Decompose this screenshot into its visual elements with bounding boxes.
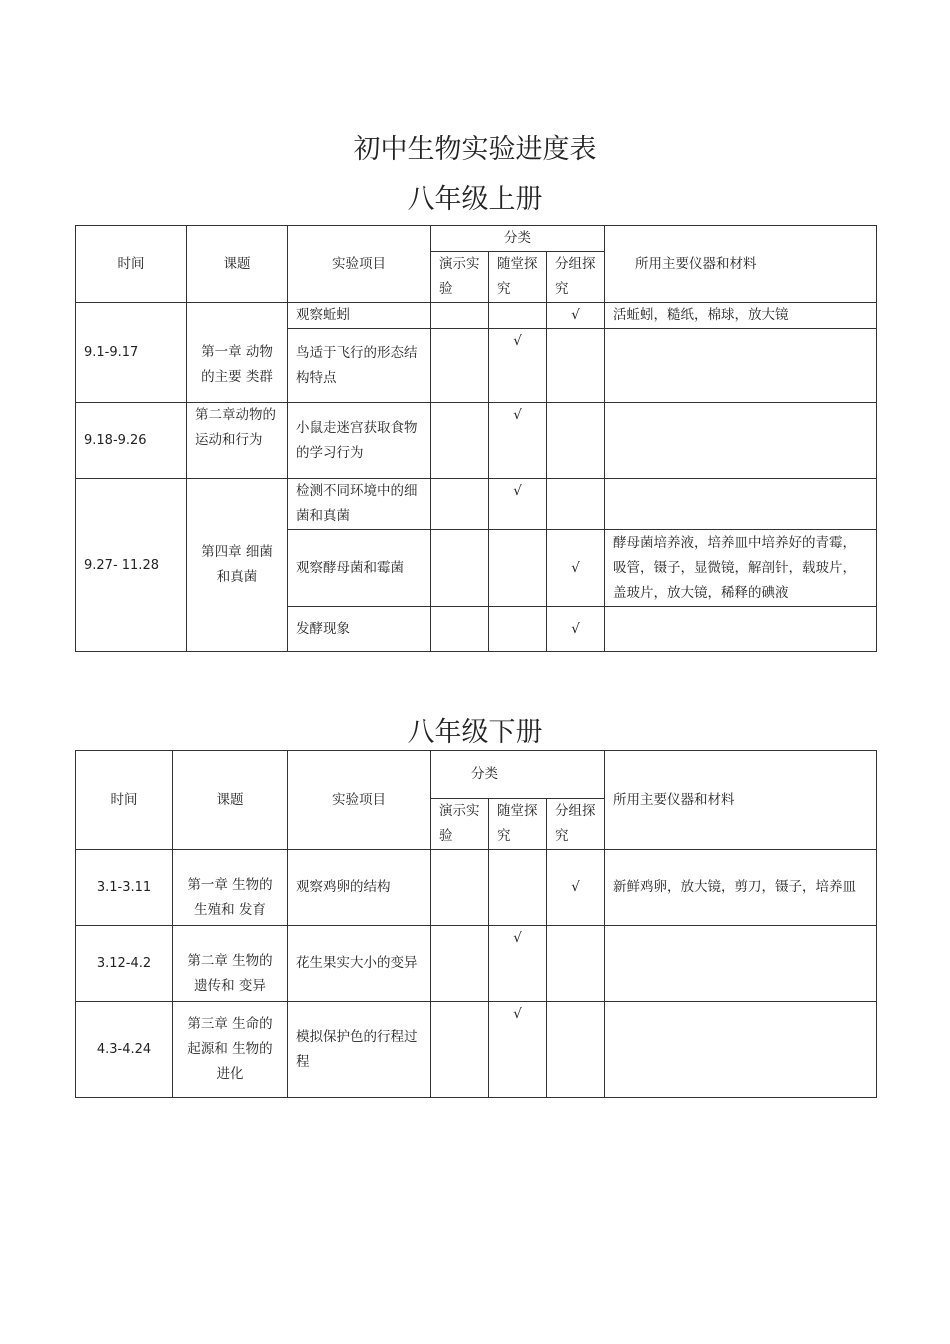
row-demo — [431, 303, 489, 329]
row-demo — [431, 1002, 489, 1098]
header-materials: 所用主要仪器和材料 — [605, 226, 877, 303]
row-group — [547, 479, 605, 530]
row-materials — [605, 479, 877, 530]
row-materials: 酵母菌培养液，培养皿中培养好的青霉， 吸管，镊子，显微镜，解剖针，载玻片， 盖玻片，放大镜，稀释的碘液 — [605, 530, 877, 607]
table-row — [76, 850, 877, 926]
row-topic: 第三章 生命的起源和 生物的进化 — [173, 1002, 288, 1098]
row-demo — [431, 403, 489, 479]
row-project: 花生果实大小的变异 — [288, 926, 431, 1002]
row-class: √ — [489, 1002, 547, 1098]
row-materials — [605, 403, 877, 479]
row-group — [547, 403, 605, 479]
row-group — [547, 926, 605, 1002]
row-time: 9.27- 11.28 — [76, 479, 187, 652]
table-row — [76, 926, 877, 1002]
row-materials — [605, 926, 877, 1002]
row-class: √ — [489, 479, 547, 530]
header-demo: 演示实验 — [431, 799, 489, 850]
section1-heading: 八年级上册 — [407, 184, 543, 215]
row-group — [547, 1002, 605, 1098]
row-demo — [431, 850, 489, 926]
header-category: 分类 — [431, 226, 605, 252]
row-group: √ — [547, 530, 605, 607]
row-project: 模拟保护色的行程过程 — [288, 1002, 431, 1098]
row-topic-text: 第二章 生物的遗传和 变异 — [187, 952, 273, 994]
table-row — [76, 1002, 877, 1098]
grade8-upper-table — [75, 225, 877, 652]
grade8-lower-table — [75, 750, 877, 1098]
row-class: √ — [489, 926, 547, 1002]
row-materials — [605, 1002, 877, 1098]
row-group: √ — [547, 607, 605, 652]
header-category: 分类 — [431, 751, 605, 799]
document-title: 初中生物实验进度表 — [353, 134, 597, 165]
table-row — [76, 479, 877, 530]
header-class: 随堂探究 — [489, 252, 547, 303]
header-demo: 演示实验 — [431, 252, 489, 303]
row-class — [489, 303, 547, 329]
row-time: 3.1-3.11 — [76, 850, 173, 926]
row-demo — [431, 530, 489, 607]
row-demo — [431, 926, 489, 1002]
row-time: 4.3-4.24 — [76, 1002, 173, 1098]
header-class: 随堂探究 — [489, 799, 547, 850]
row-topic-text: 第一章 生物的生殖和 发育 — [187, 876, 273, 918]
row-topic — [173, 926, 288, 1002]
header-project: 实验项目 — [288, 751, 431, 850]
row-demo — [431, 479, 489, 530]
row-group — [547, 329, 605, 403]
row-project: 鸟适于飞行的形态结构特点 — [288, 329, 431, 403]
table-row — [76, 403, 877, 479]
header-time: 时间 — [76, 751, 173, 850]
row-topic: 第二章动物的运动和行为 — [187, 403, 288, 479]
row-time: 9.1-9.17 — [76, 303, 187, 403]
row-project: 小鼠走迷宫获取食物的学习行为 — [288, 403, 431, 479]
header-materials: 所用主要仪器和材料 — [605, 751, 877, 850]
row-project: 检测不同环境中的细菌和真菌 — [288, 479, 431, 530]
header-group: 分组探究 — [547, 252, 605, 303]
header-topic: 课题 — [187, 226, 288, 303]
row-demo — [431, 607, 489, 652]
row-project: 发酵现象 — [288, 607, 431, 652]
row-materials: 活蚯蚓，糙纸，棉球，放大镜 — [605, 303, 877, 329]
row-class — [489, 850, 547, 926]
row-materials: 新鲜鸡卵，放大镜，剪刀，镊子，培养皿 — [605, 850, 877, 926]
row-time: 3.12-4.2 — [76, 926, 173, 1002]
row-project: 观察鸡卵的结构 — [288, 850, 431, 926]
row-topic: 第四章 细菌和真菌 — [187, 479, 288, 652]
row-time: 9.18-9.26 — [76, 403, 187, 479]
row-topic-text: 第一章 动物的主要 类群 — [201, 343, 273, 385]
row-topic — [173, 850, 288, 926]
header-group: 分组探究 — [547, 799, 605, 850]
row-class — [489, 607, 547, 652]
row-topic — [187, 303, 288, 403]
header-topic: 课题 — [173, 751, 288, 850]
row-class: √ — [489, 403, 547, 479]
row-class: √ — [489, 329, 547, 403]
row-materials — [605, 607, 877, 652]
section2-heading: 八年级下册 — [407, 717, 543, 748]
row-group: √ — [547, 850, 605, 926]
row-project: 观察酵母菌和霉菌 — [288, 530, 431, 607]
table-row — [76, 303, 877, 329]
row-group: √ — [547, 303, 605, 329]
row-project: 观察蚯蚓 — [288, 303, 431, 329]
row-class — [489, 530, 547, 607]
row-materials — [605, 329, 877, 403]
header-time: 时间 — [76, 226, 187, 303]
row-demo — [431, 329, 489, 403]
header-project: 实验项目 — [288, 226, 431, 303]
